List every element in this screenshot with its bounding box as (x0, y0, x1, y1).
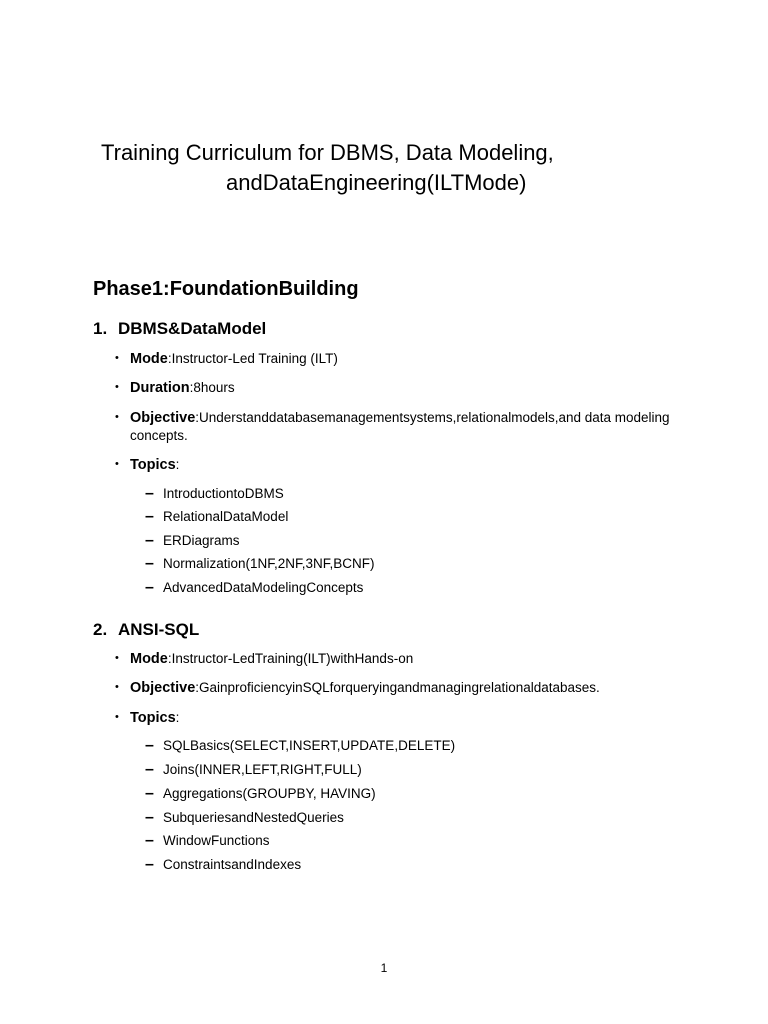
topic-text: IntroductiontoDBMS (163, 486, 284, 501)
bullet-icon: • (115, 411, 119, 423)
mode-label: Mode (130, 351, 168, 367)
title-line-1: Training Curriculum for DBMS, Data Modeling, (101, 140, 554, 165)
topic-text: SQLBasics(SELECT,INSERT,UPDATE,DELETE) (163, 738, 456, 753)
bullet-icon: • (115, 681, 119, 693)
section-heading-2 (93, 620, 199, 640)
topics-suffix: : (175, 710, 180, 725)
duration-label: Duration (130, 380, 190, 396)
objective-bullet (115, 409, 675, 444)
duration-value: :8hours (189, 380, 235, 395)
phase-heading: Phase1:FoundationBuilding (93, 278, 359, 300)
mode-value: :Instructor-Led Training (ILT) (167, 351, 338, 366)
topic-text: RelationalDataModel (163, 509, 289, 524)
topic-text: Joins(INNER,LEFT,RIGHT,FULL) (163, 762, 362, 777)
dash-icon: – (145, 485, 154, 502)
title-line-2: andDataEngineering(ILTMode) (226, 170, 527, 195)
topic-text: SubqueriesandNestedQueries (163, 810, 344, 825)
dash-icon: – (145, 737, 154, 754)
page-number: 1 (380, 961, 388, 975)
section-title: DBMS&DataModel (118, 319, 267, 338)
objective-bullet (115, 679, 600, 697)
topic-text: Normalization(1NF,2NF,3NF,BCNF) (163, 556, 375, 571)
bullet-icon: • (115, 458, 119, 470)
section-number: 1. (93, 319, 108, 338)
duration-bullet (115, 379, 235, 397)
dash-icon: – (145, 832, 154, 849)
dash-icon: – (145, 761, 154, 778)
section-title: ANSI-SQL (118, 620, 200, 639)
mode-bullet (115, 350, 338, 368)
section-number: 2. (93, 620, 108, 639)
bullet-icon: • (115, 381, 119, 393)
dash-icon: – (145, 579, 154, 596)
bullet-icon: • (115, 352, 119, 364)
dash-icon: – (145, 508, 154, 525)
topics-label: Topics (130, 457, 176, 473)
topic-text: AdvancedDataModelingConcepts (163, 580, 364, 595)
topics-suffix: : (175, 457, 180, 472)
section-heading-1 (93, 319, 266, 339)
topic-text: ConstraintsandIndexes (163, 857, 302, 872)
objective-value: :Understanddatabasemanagementsystems,relationalmodels,and data modeling concepts. (130, 410, 670, 443)
dash-icon: – (145, 856, 154, 873)
objective-label: Objective (130, 680, 196, 696)
dash-icon: – (145, 555, 154, 572)
mode-value: :Instructor-LedTraining(ILT)withHands-on (167, 651, 414, 666)
topics-label: Topics (130, 710, 176, 726)
dash-icon: – (145, 532, 154, 549)
dash-icon: – (145, 785, 154, 802)
bullet-icon: • (115, 711, 119, 723)
dash-icon: – (145, 809, 154, 826)
topic-text: WindowFunctions (163, 833, 270, 848)
topic-text: Aggregations(GROUPBY, HAVING) (163, 786, 376, 801)
objective-value: :GainproficiencyinSQLforqueryingandmanagingrelationaldatabases. (195, 680, 600, 695)
topic-text: ERDiagrams (163, 533, 240, 548)
objective-label: Objective (130, 410, 196, 426)
bullet-icon: • (115, 652, 119, 664)
mode-label: Mode (130, 651, 168, 667)
topics-bullet (115, 709, 179, 727)
mode-bullet (115, 650, 413, 668)
topics-bullet (115, 456, 179, 474)
